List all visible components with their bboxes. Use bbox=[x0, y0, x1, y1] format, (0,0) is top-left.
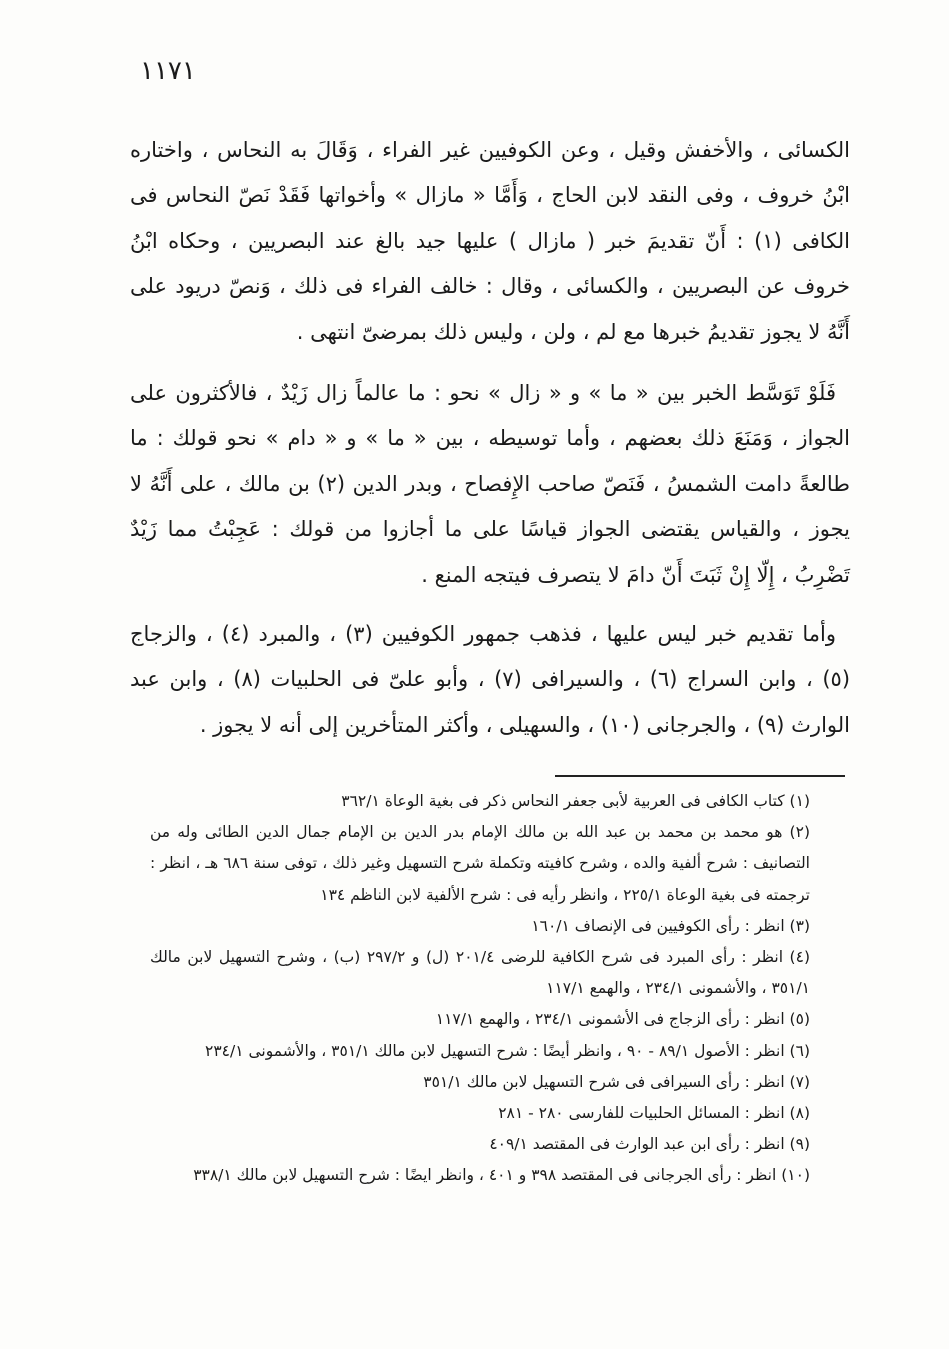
footnote: (٧) انظر : رأى السيرافى فى شرح التسهيل لابن مالك ٣٥١/١ bbox=[423, 1072, 810, 1091]
page-number: ١١٧١ bbox=[140, 56, 196, 86]
footnote: (١٠) انظر : رأى الجرجانى فى المقتصد ٣٩٨ و ٤٠١ ، وانظر ايضًا : شرح التسهيل لابن مالك ٣٣٨/١ bbox=[193, 1166, 810, 1185]
footnote: (٣) انظر : رأى الكوفيين فى الإنصاف ١٦٠/١ bbox=[531, 916, 810, 935]
footnotes bbox=[150, 786, 850, 1192]
main-text bbox=[130, 128, 850, 748]
footnote: (٦) انظر : الأصول ٨٩/١ - ٩٠ ، وانظر أيضًا : شرح التسهيل لابن مالك ٣٥١/١ ، والأشمونى ٢٣٤/١ bbox=[205, 1041, 810, 1060]
footnote: (٢) هو محمد بن محمد بن عبد الله بن مالك الإمام بدر الدين بن الإمام جمال الدين الطائى وله من التصانيف : شرح ألفية والده ، وشرح كافيته وتكملة شرح التسهيل وغير ذلك ، توفى سنة ٦٨٦ هـ ، انظر : ترجمته فى بغية الوعاة ٢٢٥/١ ، وانظر رأيه فى : شرح الألفية لابن الناظم ١٣٤ bbox=[150, 823, 810, 904]
footnote: (٤) انظر : رأى المبرد فى شرح الكافية للرضى ٢٠١/٤ (ل) و ٢٩٧/٢ (ب) ، وشرح التسهيل لابن مالك ٣٥١/١ ، والأشمونى ٢٣٤/١ ، والهمع ١١٧/١ bbox=[150, 948, 810, 998]
footnote: (٩) انظر : رأى ابن عبد الوارث فى المقتصد ٤٠٩/١ bbox=[489, 1135, 810, 1154]
footnote: (١) كتاب الكافى فى العربية لأبى جعفر النحاس ذكر فى بغية الوعاة ٣٦٢/١ bbox=[341, 792, 810, 810]
paragraph: الكسائى ، والأخفش وقيل ، وعن الكوفيين غير الفراء ، وَقَالَ به النحاس ، واختاره ابْنُ خروف ، وفى النقد لابن الحاج ، وَأَمَّا « مازال » وأخواتها فَقَدْ نَصّ النحاس فى الكافى (١) : أَنّ تقديمَ خبر ( مازال ) عليها جيد بالغ عند البصريين ، وحكاه ابْنُ خروف عن البصريين ، والكسائى ، وقال : خالف الفراء فى ذلك ، وَنصّ دريود على أَنَّهُ لا يجوز تقديمُ خبرها مع لم ، ولن ، وليس ذلك بمرضىّ انتهى . bbox=[130, 138, 851, 344]
footnote-separator bbox=[555, 775, 845, 777]
footnote: (٥) انظر : رأى الزجاج فى الأشمونى ٢٣٤/١ ، والهمع ١١٧/١ bbox=[435, 1010, 810, 1029]
paragraph: وأما تقديم خبر ليس عليها ، فذهب جمهور الكوفيين (٣) ، والمبرد (٤) ، والزجاج (٥) ، وابن السراج (٦) ، والسيرافى (٧) ، وأبو علىّ فى الحلبيات (٨) ، وابن عبد الوارث (٩) ، والجرجانى (١٠) ، والسهيلى ، وأكثر المتأخرين إلى أنه لا يجوز . bbox=[130, 622, 851, 737]
footnote: (٨) انظر : المسائل الحلبيات للفارسى ٢٨٠ - ٢٨١ bbox=[498, 1104, 810, 1123]
paragraph: فَلَوْ تَوَسَّط الخبر بين « ما » و « زال » نحو : ما عالماً زال زَيْدٌ ، فالأكثرون على الجواز ، وَمَنَعَ ذلك بعضهم ، وأما توسيطه ، بين « ما » و « دام » نحو قولك : ما طالعةً دامت الشمسُ ، فَنَصّ صاحب الإِفصاح ، وبدر الدين (٢) بن مالك ، على أَنَّهُ لا يجوز ، والقياس يقتضى الجواز قياسًا على ما أجازوا من قولك : عَجِبْتُ مما زَيْدٌ تَضْرِبُ ، إِلّا إِنْ ثَبَتَ أَنّ دامَ لا يتصرف فيتجه المنع . bbox=[130, 381, 850, 587]
